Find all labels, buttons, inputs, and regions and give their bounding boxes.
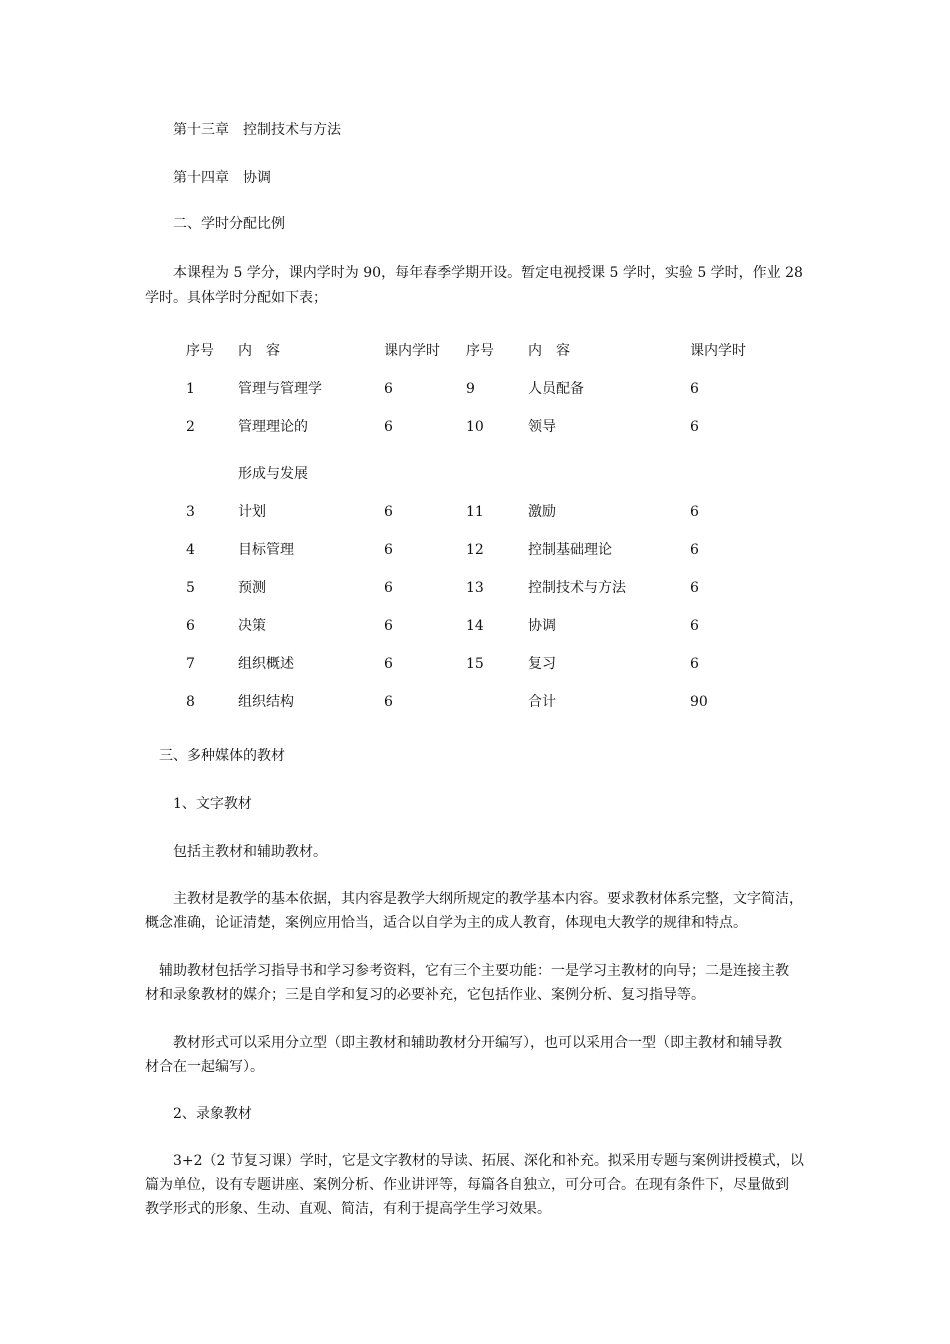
cell-content: 人员配备 — [528, 381, 584, 397]
cell-content: 组织概述 — [238, 656, 294, 672]
cell-hours: 6 — [690, 656, 699, 672]
paragraph-2-line-1: 主教材是教学的基本依据，其内容是教学大纲所规定的教学基本内容。要求教材体系完整，文字简洁， — [173, 891, 803, 907]
cell-hours: 6 — [384, 618, 393, 634]
chapter-13-title: 第十三章 控制技术与方法 — [173, 122, 341, 138]
subsection-2-heading: 2、录象教材 — [173, 1106, 252, 1122]
paragraph-4-line-2: 材合在一起编写）。 — [145, 1059, 264, 1075]
paragraph-5-line-3: 教学形式的形象、生动、直观、简洁，有利于提高学生学习效果。 — [145, 1201, 551, 1217]
cell-hours: 6 — [690, 381, 699, 397]
cell-hours: 6 — [384, 504, 393, 520]
cell-seq: 5 — [186, 580, 195, 596]
cell-content: 管理与管理学 — [238, 381, 322, 397]
chapter-14-title: 第十四章 协调 — [173, 170, 271, 186]
cell-hours: 6 — [384, 542, 393, 558]
header-content-2: 内 容 — [528, 343, 570, 359]
cell-content: 形成与发展 — [238, 466, 308, 482]
header-content-1: 内 容 — [238, 343, 280, 359]
cell-seq: 12 — [466, 542, 484, 558]
section-2-heading: 二、学时分配比例 — [173, 216, 285, 232]
paragraph-5-line-2: 篇为单位，设有专题讲座、案例分析、作业讲评等，每篇各自独立，可分可合。在现有条件下，尽量做到 — [145, 1177, 789, 1193]
cell-hours: 6 — [690, 542, 699, 558]
header-hours-1: 课内学时 — [384, 343, 440, 359]
cell-total-value: 90 — [690, 694, 708, 710]
section-2-para-line-1: 本课程为 5 学分，课内学时为 90，每年春季学期开设。暂定电视授课 5 学时，实验 5 学时，作业 28 — [173, 265, 803, 281]
cell-hours: 6 — [690, 618, 699, 634]
cell-hours: 6 — [384, 419, 393, 435]
cell-seq: 11 — [466, 504, 484, 520]
cell-seq: 15 — [466, 656, 484, 672]
paragraph-3-line-2: 材和录象教材的媒介；三是自学和复习的必要补充，它包括作业、案例分析、复习指导等。 — [145, 987, 705, 1003]
cell-seq: 2 — [186, 419, 195, 435]
cell-seq: 10 — [466, 419, 484, 435]
cell-hours: 6 — [384, 580, 393, 596]
header-seq-1: 序号 — [186, 343, 214, 359]
cell-hours: 6 — [690, 419, 699, 435]
cell-content: 组织结构 — [238, 694, 294, 710]
cell-content: 管理理论的 — [238, 419, 308, 435]
cell-content: 领导 — [528, 419, 556, 435]
cell-hours: 6 — [384, 694, 393, 710]
cell-hours: 6 — [384, 656, 393, 672]
cell-hours: 6 — [384, 381, 393, 397]
cell-hours: 6 — [690, 580, 699, 596]
cell-content: 决策 — [238, 618, 266, 634]
cell-seq: 9 — [466, 381, 475, 397]
cell-content: 复习 — [528, 656, 556, 672]
cell-seq: 13 — [466, 580, 484, 596]
cell-content: 目标管理 — [238, 542, 294, 558]
cell-seq: 8 — [186, 694, 195, 710]
cell-content: 计划 — [238, 504, 266, 520]
cell-seq: 14 — [466, 618, 484, 634]
paragraph-5-line-1: 3+2（2 节复习课）学时，它是文字教材的导读、拓展、深化和补充。拟采用专题与案例讲授模式，以 — [173, 1153, 804, 1169]
cell-content: 协调 — [528, 618, 556, 634]
cell-content: 控制基础理论 — [528, 542, 612, 558]
cell-content: 预测 — [238, 580, 266, 596]
section-2-para-line-2: 学时。具体学时分配如下表； — [145, 290, 327, 306]
cell-total-label: 合计 — [528, 694, 556, 710]
cell-seq: 7 — [186, 656, 195, 672]
subsection-1-heading: 1、文字教材 — [173, 796, 252, 812]
cell-seq: 1 — [186, 381, 195, 397]
paragraph-1: 包括主教材和辅助教材。 — [173, 844, 327, 860]
cell-content: 激励 — [528, 504, 556, 520]
paragraph-2-line-2: 概念准确，论证清楚，案例应用恰当，适合以自学为主的成人教育，体现电大教学的规律和特点。 — [145, 915, 747, 931]
section-3-heading: 三、多种媒体的教材 — [159, 748, 285, 764]
header-seq-2: 序号 — [466, 343, 494, 359]
cell-hours: 6 — [690, 504, 699, 520]
paragraph-3-line-1: 辅助教材包括学习指导书和学习参考资料，它有三个主要功能：一是学习主教材的向导；二是连接主教 — [159, 963, 789, 979]
header-hours-2: 课内学时 — [690, 343, 746, 359]
paragraph-4-line-1: 教材形式可以采用分立型（即主教材和辅助教材分开编写），也可以采用合一型（即主教材和辅导教 — [173, 1035, 782, 1051]
cell-seq: 4 — [186, 542, 195, 558]
cell-seq: 6 — [186, 618, 195, 634]
cell-content: 控制技术与方法 — [528, 580, 626, 596]
cell-seq: 3 — [186, 504, 195, 520]
